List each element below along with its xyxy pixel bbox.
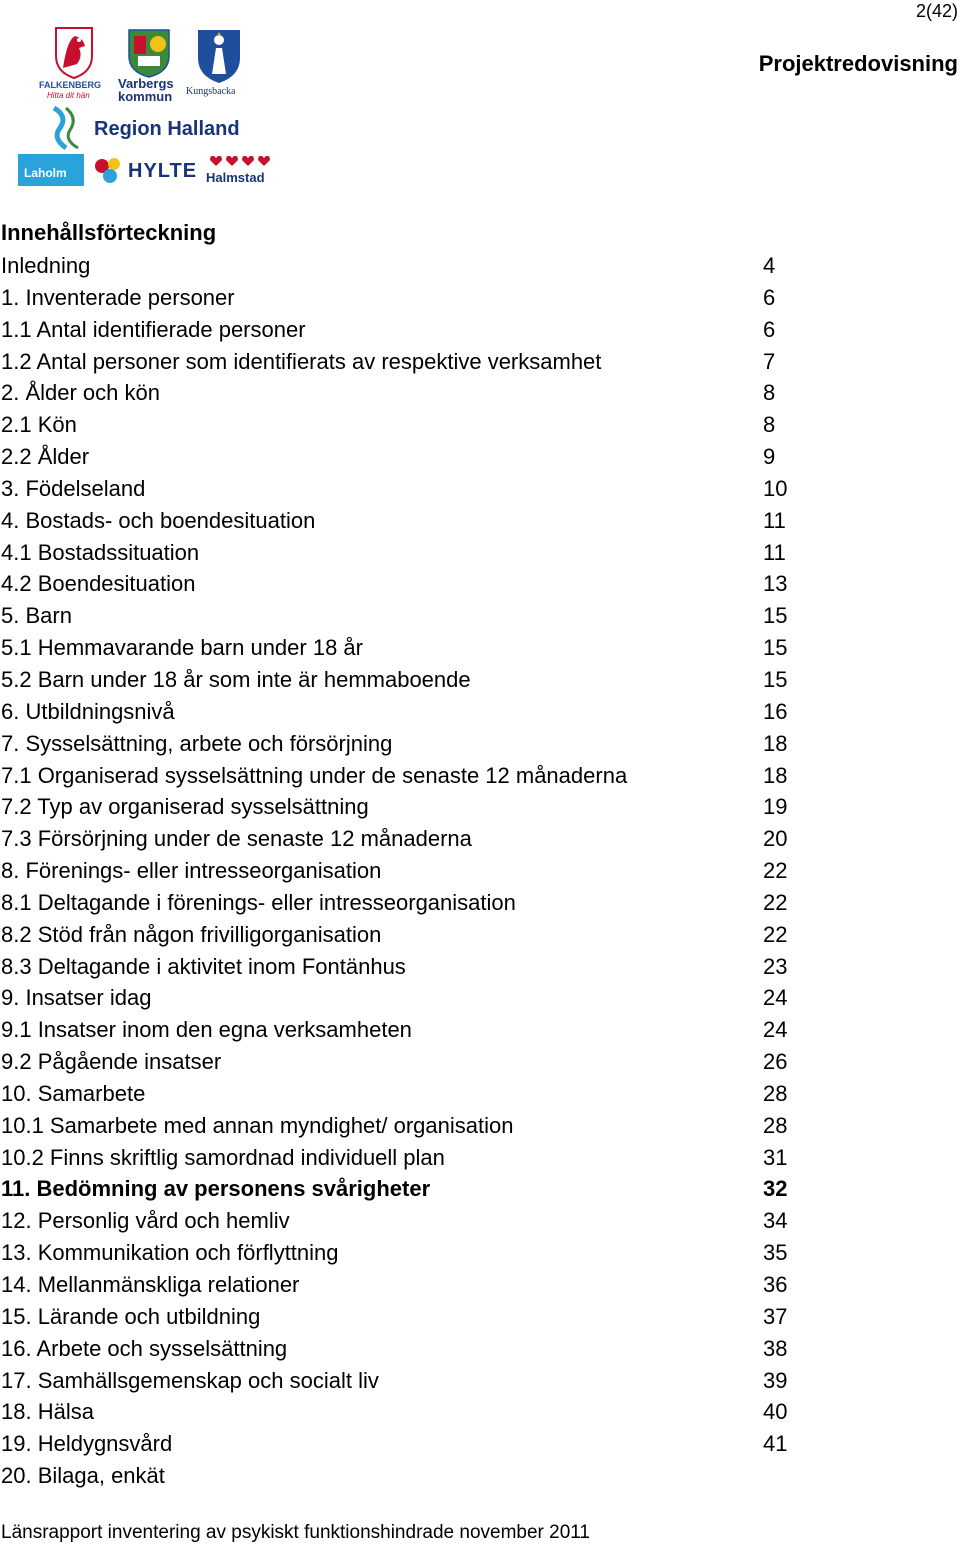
toc-entry-page: 11: [763, 507, 786, 533]
toc-entry-page: 9: [763, 444, 776, 470]
laholm-logo: [18, 154, 84, 186]
toc-entry[interactable]: [1, 1396, 801, 1428]
toc-entry[interactable]: [1, 409, 801, 441]
toc-entry-page: 15: [763, 666, 788, 692]
footer-text: Länsrapport inventering av psykiskt funktionshindrade november 2011: [1, 1522, 590, 1543]
toc-entry-label: 13. Kommunikation och förflyttning: [1, 1240, 339, 1266]
toc-entry-page: 4: [763, 253, 776, 278]
toc-entry-page: 22: [763, 921, 788, 947]
toc-entry[interactable]: [1, 377, 801, 409]
falkenberg-logo: [39, 26, 109, 106]
laholm-name: Laholm: [24, 166, 67, 180]
toc-entry-page: 6: [763, 284, 776, 310]
toc-entry-page: 38: [763, 1335, 788, 1361]
varberg-shield-icon: [124, 28, 174, 78]
toc-entry-label: 2.2 Ålder: [1, 444, 90, 470]
toc-entry[interactable]: [1, 441, 801, 473]
toc-entry[interactable]: [1, 1014, 801, 1046]
hylte-logo: [92, 154, 202, 188]
region-halland-logo: [48, 106, 248, 152]
halmstad-hearts-icon: [208, 154, 270, 168]
toc-entry[interactable]: [1, 473, 801, 505]
falkenberg-slogan: Hitta dit hän: [47, 91, 90, 100]
toc-entry[interactable]: [1, 1333, 801, 1365]
toc-entry[interactable]: [1, 1205, 801, 1237]
toc-entry-label: 1.2 Antal personer som identifierats av respektive verksamhet: [1, 348, 602, 374]
toc-entry-label: 1. Inventerade personer: [1, 284, 235, 310]
region-halland-wave-icon: [48, 106, 90, 150]
page-number: 2(42): [915, 1, 958, 21]
toc-entry-page: 7: [763, 348, 776, 374]
toc-entry[interactable]: [1, 1365, 801, 1397]
toc-entry-label: 10.2 Finns skriftlig samordnad individuell plan: [1, 1144, 445, 1170]
toc-entry-label: 8. Förenings- eller intresseorganisation: [1, 858, 382, 884]
toc-entry[interactable]: [1, 505, 801, 537]
toc-list: [1, 250, 801, 1492]
toc-entry[interactable]: [1, 696, 801, 728]
hylte-flower-icon: [92, 154, 124, 186]
toc-entry-label: 9. Insatser idag: [1, 985, 152, 1011]
toc-entry-label: 18. Hälsa: [1, 1399, 94, 1425]
region-halland-name: Region Halland: [94, 118, 240, 140]
toc-entry[interactable]: [1, 1078, 801, 1110]
toc-entry-label: 7.2 Typ av organiserad sysselsättning: [1, 794, 369, 820]
kungsbacka-shield-icon: [194, 28, 244, 84]
toc-entry[interactable]: [1, 1046, 801, 1078]
toc-entry-label: 4.1 Bostadssituation: [1, 539, 200, 565]
toc-entry-page: 28: [763, 1112, 788, 1138]
toc-entry-page: 18: [763, 730, 788, 756]
toc-entry-page: 31: [763, 1144, 788, 1170]
toc-entry-label: 11. Bedömning av personens svårigheter: [1, 1176, 431, 1202]
toc-entry[interactable]: [1, 537, 801, 569]
falkenberg-name: FALKENBERG: [39, 80, 102, 90]
toc-entry-page: 6: [763, 316, 776, 342]
varberg-logo: [114, 28, 184, 108]
toc-entry-page: 15: [763, 603, 788, 629]
toc-entry-label: 6. Utbildningsnivå: [1, 698, 175, 724]
toc-entry[interactable]: [1, 951, 801, 983]
toc-entry-page: 36: [763, 1272, 788, 1297]
document-title: Projektredovisning: [758, 51, 958, 76]
toc-entry[interactable]: [1, 632, 801, 664]
toc-entry-label: 2.1 Kön: [1, 412, 77, 438]
toc-entry[interactable]: [1, 1110, 801, 1142]
toc-entry-page: 34: [763, 1208, 788, 1234]
toc-entry[interactable]: [1, 1301, 801, 1333]
toc-entry[interactable]: [1, 919, 801, 951]
varberg-name-line2: kommun: [118, 89, 173, 104]
toc-entry-label: 17. Samhällsgemenskap och socialt liv: [1, 1367, 379, 1393]
toc-entry[interactable]: [1, 887, 801, 919]
toc-entry-page: 37: [763, 1303, 788, 1329]
toc-entry-page: 35: [763, 1240, 788, 1266]
toc-entry-page: 26: [763, 1049, 788, 1075]
toc-entry-label: 12. Personlig vård och hemliv: [1, 1208, 290, 1234]
toc-entry[interactable]: [1, 1428, 801, 1460]
varberg-name-line1: Varbergs: [118, 76, 174, 91]
toc-entry[interactable]: [1, 282, 801, 314]
toc-entry[interactable]: [1, 1460, 801, 1492]
toc-entry-label: 20. Bilaga, enkät: [1, 1463, 165, 1489]
toc-entry-label: 1.1 Antal identifierade personer: [1, 316, 306, 342]
toc-entry[interactable]: [1, 728, 801, 760]
toc-entry-label: 16. Arbete och sysselsättning: [1, 1335, 288, 1361]
toc-entry-label: 10.1 Samarbete med annan myndighet/ organisation: [1, 1112, 514, 1138]
toc-heading: Innehållsförteckning: [1, 220, 217, 245]
toc-entry-page: 10: [763, 475, 788, 501]
toc-entry[interactable]: [1, 1173, 801, 1205]
toc-entry-label: 10. Samarbete: [1, 1080, 146, 1106]
toc-entry[interactable]: [1, 600, 801, 632]
toc-entry-label: 4. Bostads- och boendesituation: [1, 507, 316, 533]
toc-entry-label: 2. Ålder och kön: [1, 380, 160, 406]
toc-entry-page: 24: [763, 1017, 788, 1043]
toc-entry-page: 23: [763, 953, 788, 979]
toc-entry[interactable]: [1, 346, 801, 378]
toc-entry-page: 18: [763, 762, 788, 788]
toc-entry-label: 7. Sysselsättning, arbete och försörjning: [1, 730, 393, 756]
toc-entry-label: Inledning: [1, 253, 91, 278]
toc-entry-label: 7.3 Försörjning under de senaste 12 månaderna: [1, 826, 472, 852]
toc-entry-page: 8: [763, 412, 776, 438]
toc-entry-label: 5.1 Hemmavarande barn under 18 år: [1, 635, 363, 661]
toc-entry-page: 8: [763, 380, 776, 406]
toc-entry-label: 5.2 Barn under 18 år som inte är hemmaboende: [1, 666, 471, 692]
toc-entry-page: 22: [763, 858, 788, 884]
falkenberg-shield-icon: [39, 26, 109, 80]
toc-entry[interactable]: [1, 314, 801, 346]
toc-entry-label: 3. Födelseland: [1, 475, 146, 501]
toc-entry-page: 15: [763, 635, 788, 661]
toc-entry-page: 39: [763, 1367, 788, 1393]
toc-entry-page: 22: [763, 889, 788, 915]
halmstad-logo: [206, 154, 274, 188]
toc-entry-label: 14. Mellanmänskliga relationer: [1, 1272, 300, 1297]
toc-entry-page: 16: [763, 698, 788, 724]
toc-entry[interactable]: [1, 855, 801, 887]
toc-entry-label: 9.1 Insatser inom den egna verksamheten: [1, 1017, 412, 1043]
toc-entry-page: 19: [763, 794, 788, 820]
hylte-name: HYLTE: [128, 160, 198, 182]
kungsbacka-name: Kungsbacka: [186, 86, 236, 97]
toc-entry[interactable]: [1, 1237, 801, 1269]
toc-entry-label: 8.1 Deltagande i förenings- eller intresseorganisation: [1, 889, 516, 915]
toc-entry-page: 20: [763, 826, 788, 852]
toc-entry-label: 7.1 Organiserad sysselsättning under de senaste 12 månaderna: [1, 762, 628, 788]
toc-entry[interactable]: [1, 568, 801, 600]
toc-entry-label: 8.3 Deltagande i aktivitet inom Fontänhus: [1, 953, 406, 979]
toc-entry-page: 13: [763, 571, 788, 597]
toc-entry-page: 41: [763, 1431, 788, 1457]
toc-entry-label: 4.2 Boendesituation: [1, 571, 196, 597]
toc-entry-page: 32: [763, 1176, 788, 1202]
toc-entry[interactable]: [1, 1269, 801, 1301]
toc-entry-page: 11: [763, 539, 786, 565]
municipality-logos: [14, 26, 274, 191]
toc-entry-label: 5. Barn: [1, 603, 72, 629]
toc-entry-label: 9.2 Pågående insatser: [1, 1049, 222, 1075]
toc-entry[interactable]: [1, 250, 801, 282]
toc-entry[interactable]: [1, 760, 801, 792]
toc-entry[interactable]: [1, 791, 801, 823]
toc-entry-page: 40: [763, 1399, 788, 1425]
kungsbacka-logo: [186, 28, 256, 108]
toc-entry-label: 19. Heldygnsvård: [1, 1431, 173, 1457]
toc-entry[interactable]: [1, 823, 801, 855]
toc-entry-label: 8.2 Stöd från någon frivilligorganisation: [1, 921, 382, 947]
toc-entry[interactable]: [1, 664, 801, 696]
toc-entry[interactable]: [1, 1142, 801, 1174]
halmstad-name: Halmstad: [206, 170, 265, 185]
toc-entry-page: 24: [763, 985, 788, 1011]
toc-entry-label: 15. Lärande och utbildning: [1, 1303, 261, 1329]
toc-entry-page: 28: [763, 1080, 788, 1106]
toc-entry[interactable]: [1, 982, 801, 1014]
